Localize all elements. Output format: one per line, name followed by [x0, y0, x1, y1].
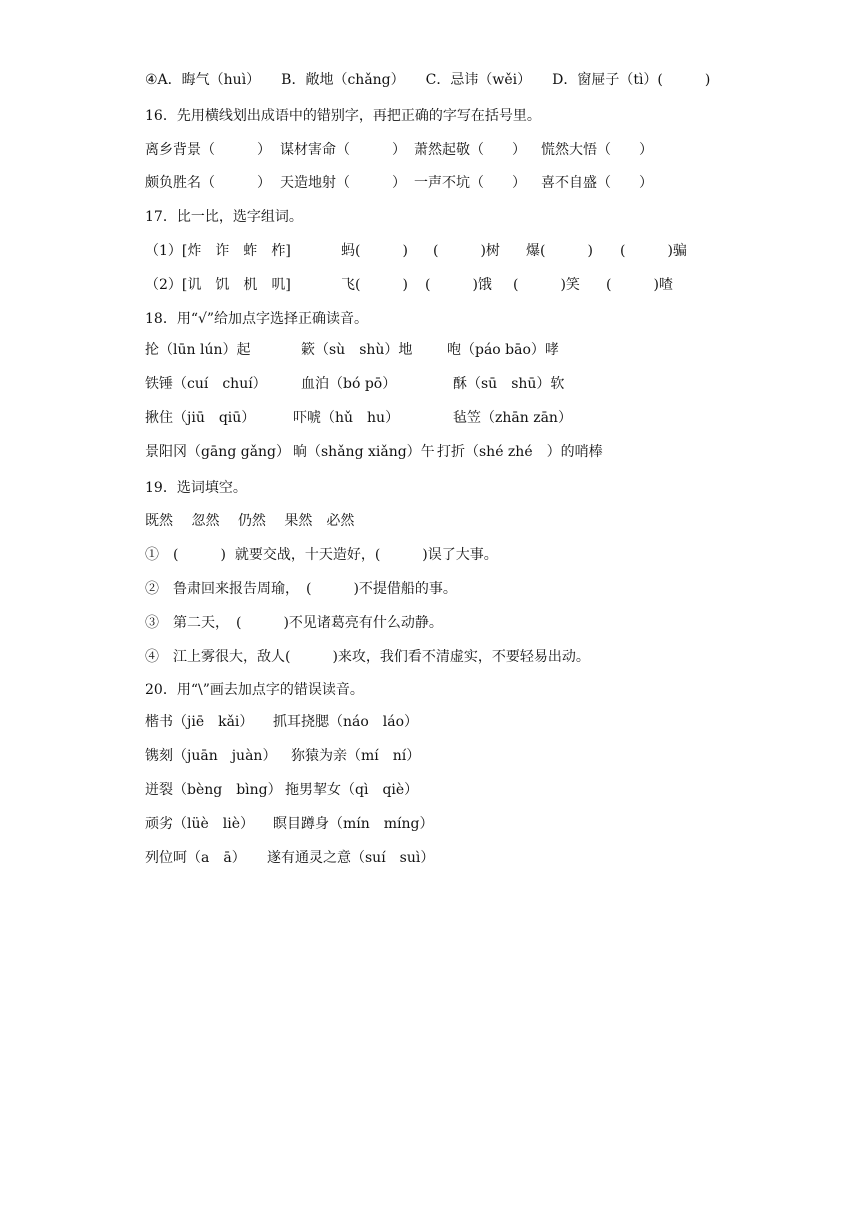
q20-r2-c1: 镌刻（juān juàn） [145, 748, 277, 764]
q18-r2-c2: 血泊（bó pō） [301, 376, 397, 392]
q16-row1-item3: 萧然起敬（ ） [414, 142, 526, 158]
q20-r4-c2: 瞑目蹲身（mín míng） [273, 816, 434, 832]
q20-r1-c2: 抓耳挠腮（náo láo） [273, 714, 419, 730]
q19-item-4: ④ 江上雾很大，敌人( )来攻，我们看不清虚实，不要轻易出动。 [145, 649, 590, 665]
q16-row2-item1: 颇负胜名（ ） [145, 175, 271, 191]
q18-r4-c2: 晌（shǎng xiǎng）午 [293, 444, 435, 460]
q19-item-2: ② 鲁肃回来报告周瑜， ( )不提借船的事。 [145, 581, 457, 597]
q18-r2-c1: 铁锤（cuí chuí） [145, 376, 267, 392]
q18-r3-c3: 毡笠（zhān zān） [453, 410, 572, 426]
q16-row2-item2: 天造地射（ ） [280, 175, 406, 191]
q16-row2-item3: 一声不坑（ ） [414, 175, 526, 191]
question-17-title: 17．比一比，选字组词。 [145, 209, 303, 225]
q20-r4-c1: 顽劣（lüè liè） [145, 816, 255, 832]
q17-row1-word3: 爆( ) [526, 243, 593, 259]
q16-row1-item2: 谋材害命（ ） [280, 142, 406, 158]
q20-r3-c2: 拖男挈女（qì qiè） [285, 782, 419, 798]
q17-row2-chars: （2）[讥 饥 机 叽] [145, 277, 291, 293]
q16-row1-item1: 离乡背景（ ） [145, 142, 271, 158]
question-20-title: 20．用“\”画去加点字的错误读音。 [145, 682, 364, 698]
q17-row1-chars: （1）[炸 诈 蚱 柞] [145, 243, 291, 259]
question-15-option-4: ④A．晦气（huì） B．敞地（chǎng） C．忌讳（wěi） D．窗屉子（tì）( ) [145, 72, 711, 88]
q19-item-1: ① ( ) 就要交战，十天造好，( )误了大事。 [145, 547, 498, 563]
q17-row2-word3: ( )笑 [513, 277, 580, 293]
q17-row2-word2: ( )饿 [425, 277, 492, 293]
q17-row1-word4: ( )骗 [620, 243, 687, 259]
q18-r4-c1: 景阳冈（gāng gǎng） [145, 444, 291, 460]
q18-r3-c2: 吓唬（hǔ hu） [293, 410, 400, 426]
q20-r2-c2: 狝猿为亲（mí ní） [291, 748, 421, 764]
q18-r1-c1: 抡（lūn lún）起 [145, 342, 251, 358]
q18-r3-c1: 揪住（jiū qiū） [145, 410, 256, 426]
q17-row2-word1: 飞( ) [341, 277, 408, 293]
q17-row1-word1: 蚂( ) [341, 243, 408, 259]
q20-r3-c1: 迸裂（bèng bìng） [145, 782, 282, 798]
q19-item-3: ③ 第二天， ( )不见诸葛亮有什么动静。 [145, 615, 443, 631]
q17-row1-word2: ( )树 [433, 243, 500, 259]
q20-r1-c1: 楷书（jiē kǎi） [145, 714, 254, 730]
question-19-title: 19．选词填空。 [145, 480, 247, 496]
q18-r4-c3: 打折（shé zhé ）的哨棒 [437, 444, 603, 460]
question-16-title: 16．先用横线划出成语中的错别字，再把正确的字写在括号里。 [145, 108, 541, 124]
q19-word-bank: 既然 忽然 仍然 果然 必然 [145, 513, 355, 529]
q16-row2-item4: 喜不自盛（ ） [541, 175, 653, 191]
q18-r1-c3: 咆（páo bāo）哮 [447, 342, 559, 358]
q20-r5-c1: 列位呵（a ā） [145, 850, 246, 866]
question-18-title: 18．用“√”给加点字选择正确读音。 [145, 311, 369, 327]
q18-r1-c2: 簌（sù shù）地 [301, 342, 413, 358]
q20-r5-c2: 遂有通灵之意（suí suì） [267, 850, 435, 866]
q17-row2-word4: ( )喳 [606, 277, 673, 293]
q16-row1-item4: 慌然大悟（ ） [541, 142, 653, 158]
q18-r2-c3: 酥（sū shū）软 [453, 376, 565, 392]
